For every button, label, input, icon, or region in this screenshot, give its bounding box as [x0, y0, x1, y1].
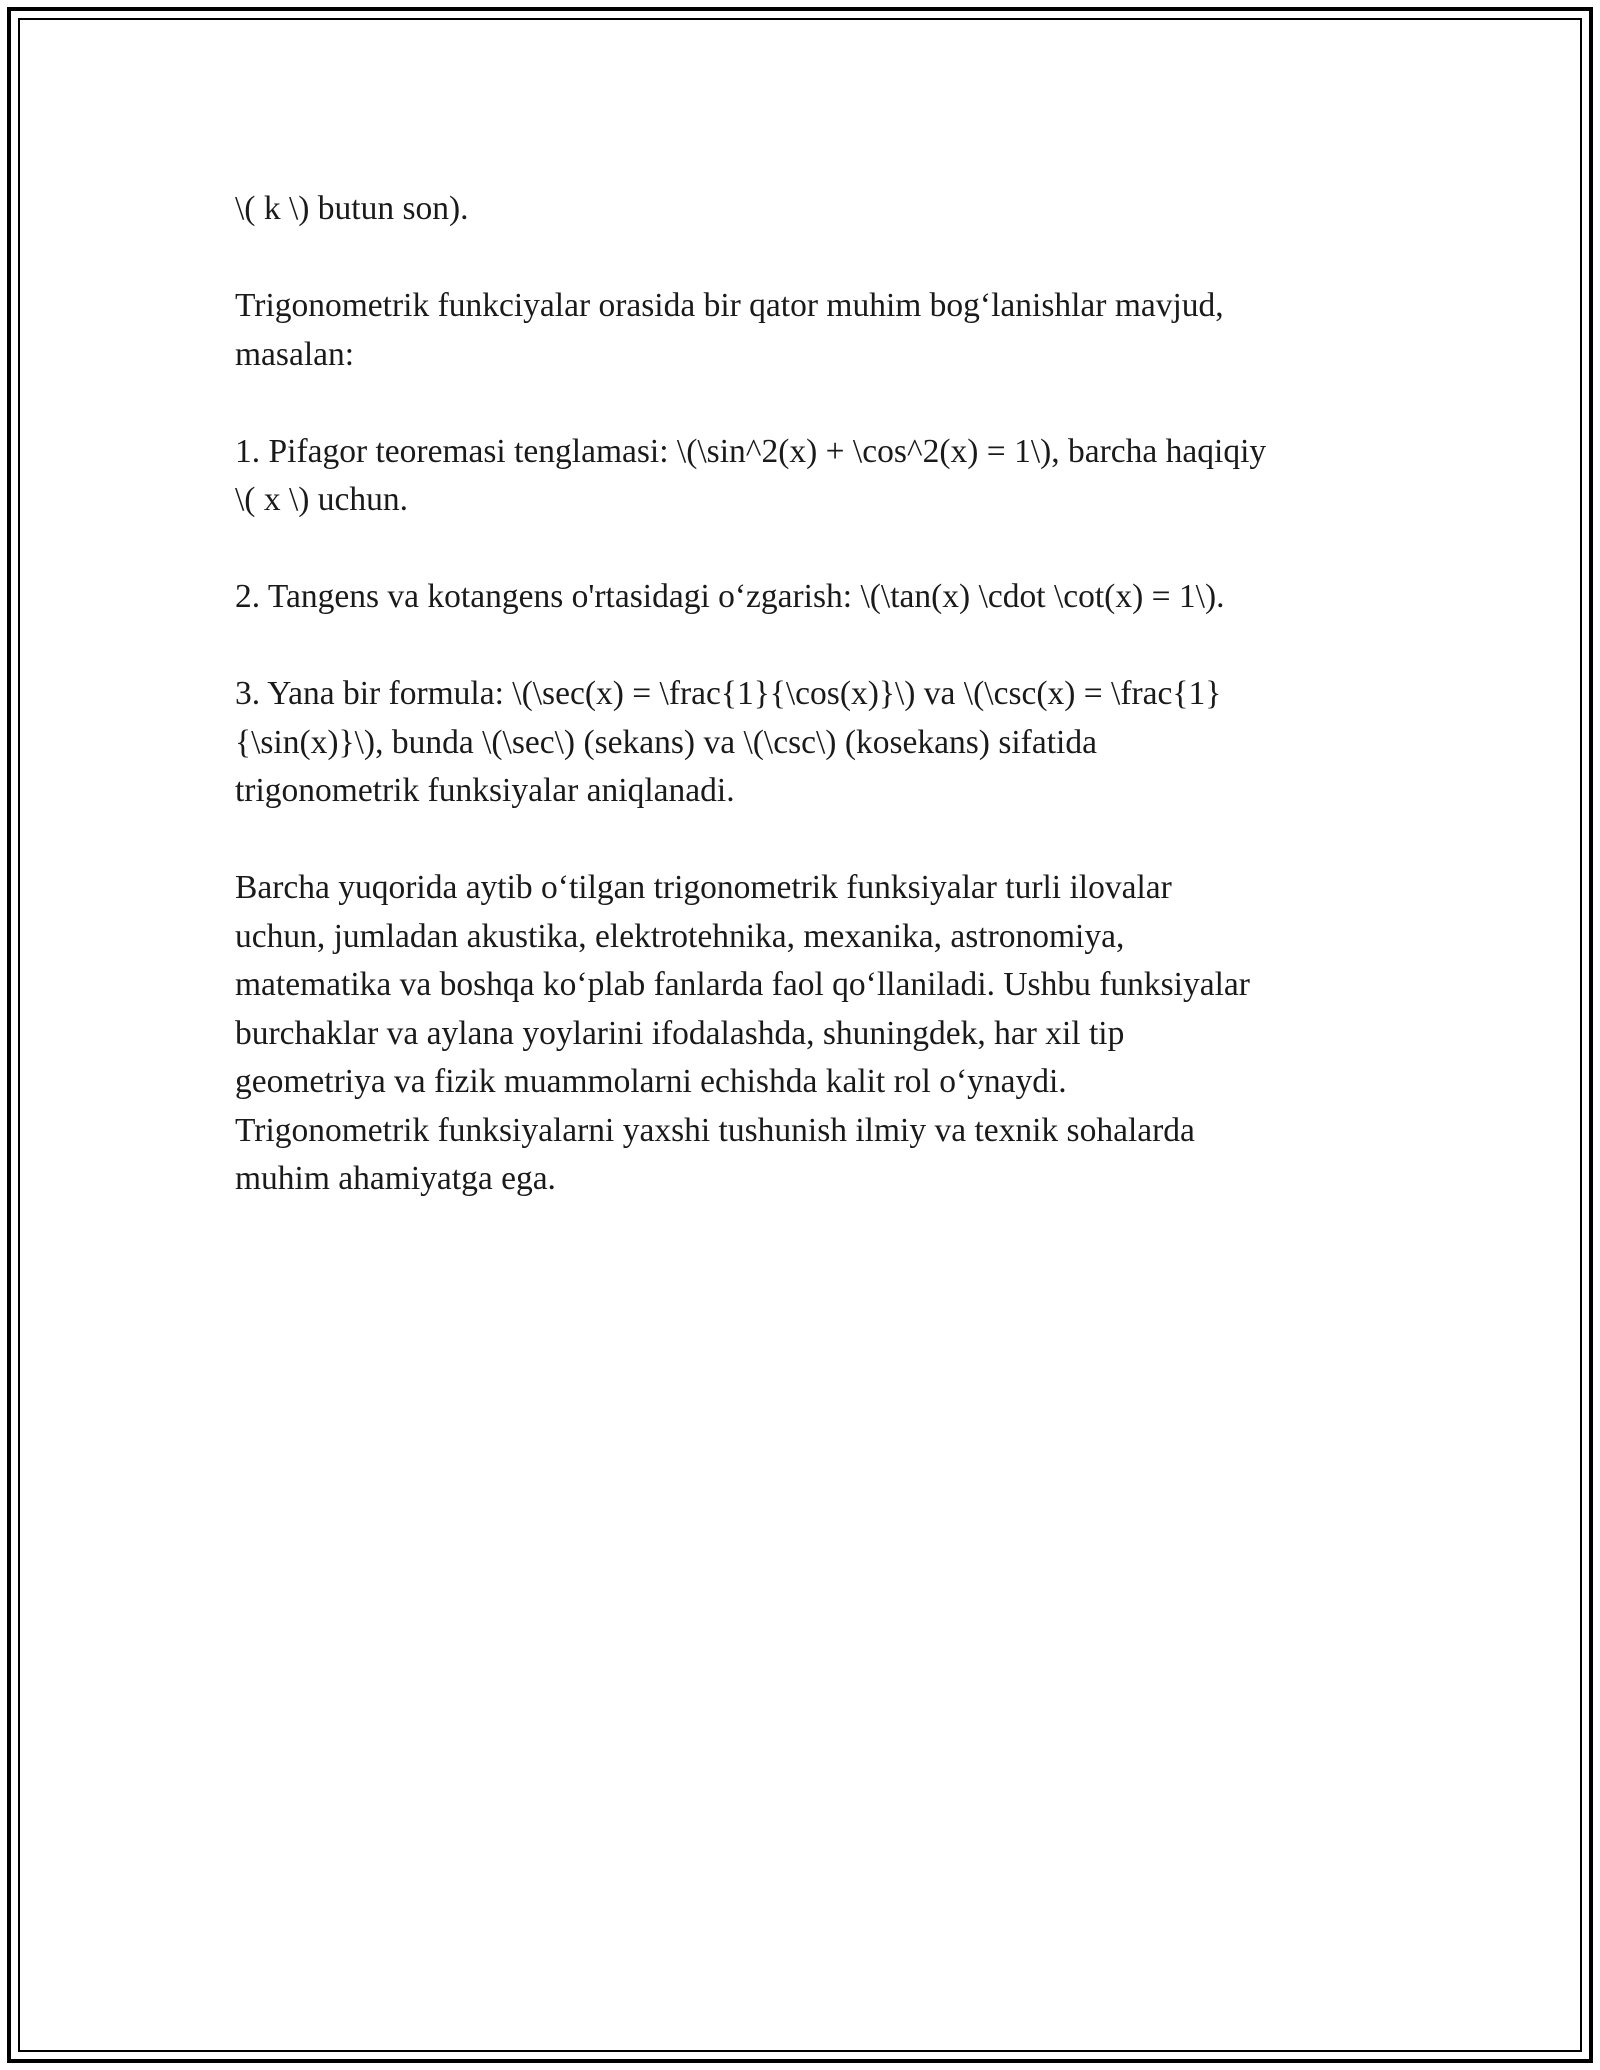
list-item-tangent-cotangent: 2. Tangens va kotangens o'rtasidagi o‘zgarish: \(\tan(x) \cdot \cot(x) = 1\). [235, 578, 1225, 615]
list-item-pythagorean: 1. Pifagor teoremasi tenglamasi: \(\sin^2(x) + \cos^2(x) = 1\), barcha haqiqiy \( x \) uchun. [235, 432, 1267, 518]
document-body [235, 185, 1375, 1252]
paragraph-conclusion: Barcha yuqorida aytib o‘tilgan trigonometrik funksiyalar turli ilovalar uchun, jumladan akustika, elektrotehnika, mexanika, astronomiya, matematika va boshqa ko‘plab fanlarda faol qo‘llaniladi. Ushbu funksiyalar burchaklar va aylana yoylarini ifodalashda, shuningdek, har xil tip geometriya va fizik muammolarni echishda kalit rol o‘ynaydi. Trigonometrik funksiyalarni yaxshi tushunish ilmiy va texnik sohalarda muhim ahamiyatga ega. [235, 869, 1250, 1197]
paragraph-intro: Trigonometrik funkciyalar orasida bir qator muhim bog‘lanishlar mavjud, masalan: [235, 287, 1224, 373]
paragraph-continuation: \( k \) butun son). [235, 190, 469, 227]
list-item-secant-cosecant: 3. Yana bir formula: \(\sec(x) = \frac{1}{\cos(x)}\) va \(\csc(x) = \frac{1} {\sin(x)}\), bunda \(\sec\) (sekans) va \(\csc\) (kosekans) sifatida trigonometrik funksiyalar aniqlanadi. [235, 675, 1222, 809]
